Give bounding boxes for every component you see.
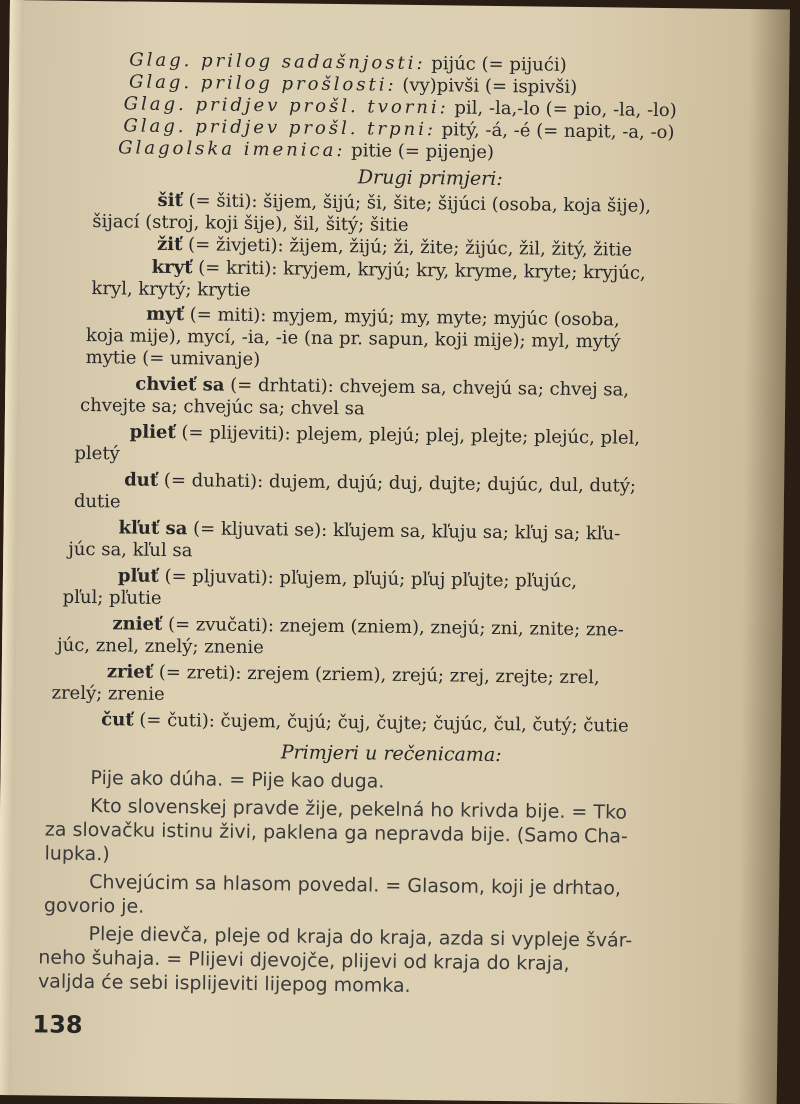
- entry-line: pľuť (= pljuvati): pľujem, pľujú; pľuj pľujte; pľujúc,: [117, 565, 578, 592]
- form-line: Glag. pridjev prošl. trpni: pitý, -á, -é (= napit, -a, -o): [123, 115, 675, 144]
- entry-line: šijací (stroj, koji šije), šil, šitý; šitie: [92, 211, 409, 236]
- entry-line: žiť (= živjeti): žijem, žijú; ži, žite; žijúc, žil, žitý, žitie: [156, 233, 633, 261]
- entry-line: znieť (= zvučati): znejem (zniem), znejú; zni, znite; zne-: [112, 613, 624, 641]
- sentence-line: za slovačku istinu živi, paklena ga nepravda bije. (Samo Cha-: [44, 818, 629, 848]
- entry-line: júc, znel, znelý; znenie: [56, 634, 265, 659]
- entry-line: myť (= miti): myjem, myjú; my, myte; myjúc (osoba,: [146, 303, 620, 331]
- entry-line: pletý: [74, 442, 120, 465]
- entry-line: kryť (= kriti): kryjem, kryjú; kry, kryme, kryte; kryjúc,: [151, 256, 646, 284]
- sentence-line: Kto slovenskej pravde žije, pekelná ho krivda bije. = Tko: [90, 795, 628, 824]
- sentence-line: valjda će sebi isplijeviti lijepog momka.: [37, 970, 411, 997]
- sentence-line: govorio je.: [43, 894, 145, 918]
- entry-line: kryl, krytý; krytie: [91, 278, 251, 301]
- entry-line: zrieť (= zreti): zrejem (zriem), zrejú; zrej, zrejte; zrel,: [106, 661, 600, 689]
- entry-line: mytie (= umivanje): [85, 346, 261, 371]
- entry-line: pľul; pľutie: [62, 586, 162, 609]
- entry-line: chvejte sa; chvejúc sa; chvel sa: [79, 394, 365, 420]
- page-gutter-shadow: [737, 9, 790, 1104]
- page-edge: [0, 0, 24, 1095]
- entry-line: koja mije), mycí, -ia, -ie (na pr. sapun, koji mije); myl, mytý: [85, 324, 621, 353]
- entry-line: júc sa, kľul sa: [68, 538, 193, 562]
- form-line: Glagolska imenica: pitie (= pijenje): [118, 137, 495, 163]
- section-heading: Drugi primjeri:: [357, 166, 503, 191]
- entry-line: duť (= duhati): dujem, dujú; duj, dujte; dujúc, dul, dutý;: [124, 469, 637, 497]
- sentence-line: Pleje dievča, pleje od kraja do kraja, azda si vypleje švár-: [88, 923, 633, 952]
- page-number: 138: [32, 1010, 83, 1039]
- sentence-line: Chvejúcim sa hlasom povedal. = Glasom, koji je drhtao,: [89, 871, 622, 900]
- entry-line: plieť (= plijeviti): plejem, plejú; plej, plejte; plejúc, plel,: [129, 421, 641, 449]
- sentence-line: Pije ako dúha. = Pije kao duga.: [90, 767, 385, 793]
- entry-line: zrelý; zrenie: [51, 682, 165, 705]
- entry-line: dutie: [73, 490, 121, 513]
- entry-line: šiť (= šiti): šijem, šijú; ši, šite; šijúci (osoba, koja šije),: [157, 189, 652, 217]
- entry-line: chvieť sa (= drhtati): chvejem sa, chvejú sa; chvej sa,: [135, 373, 630, 401]
- entry-line: čuť (= čuti): čujem, čujú; čuj, čujte; čujúc, čul, čutý; čutie: [101, 709, 629, 737]
- entry-line: kľuť sa (= kljuvati se): kľujem sa, kľuju sa; kľuj sa; kľu-: [118, 517, 621, 545]
- form-line: Glag. pridjev prošl. tvorni: pil, -la,-lo (= pio, -la, -lo): [123, 93, 677, 122]
- sentence-line: lupka.): [44, 842, 110, 866]
- section-heading: Primjeri u rečenicama:: [280, 741, 502, 767]
- sentence-line: neho šuhaja. = Plijevi djevojče, plijevi od kraja do kraja,: [38, 946, 570, 975]
- form-line: Glag. prilog prošlosti: (vy)pivši (= ispivši): [128, 71, 578, 98]
- form-line: Glag. prilog sadašnjosti: pijúc (= pijući): [129, 49, 567, 76]
